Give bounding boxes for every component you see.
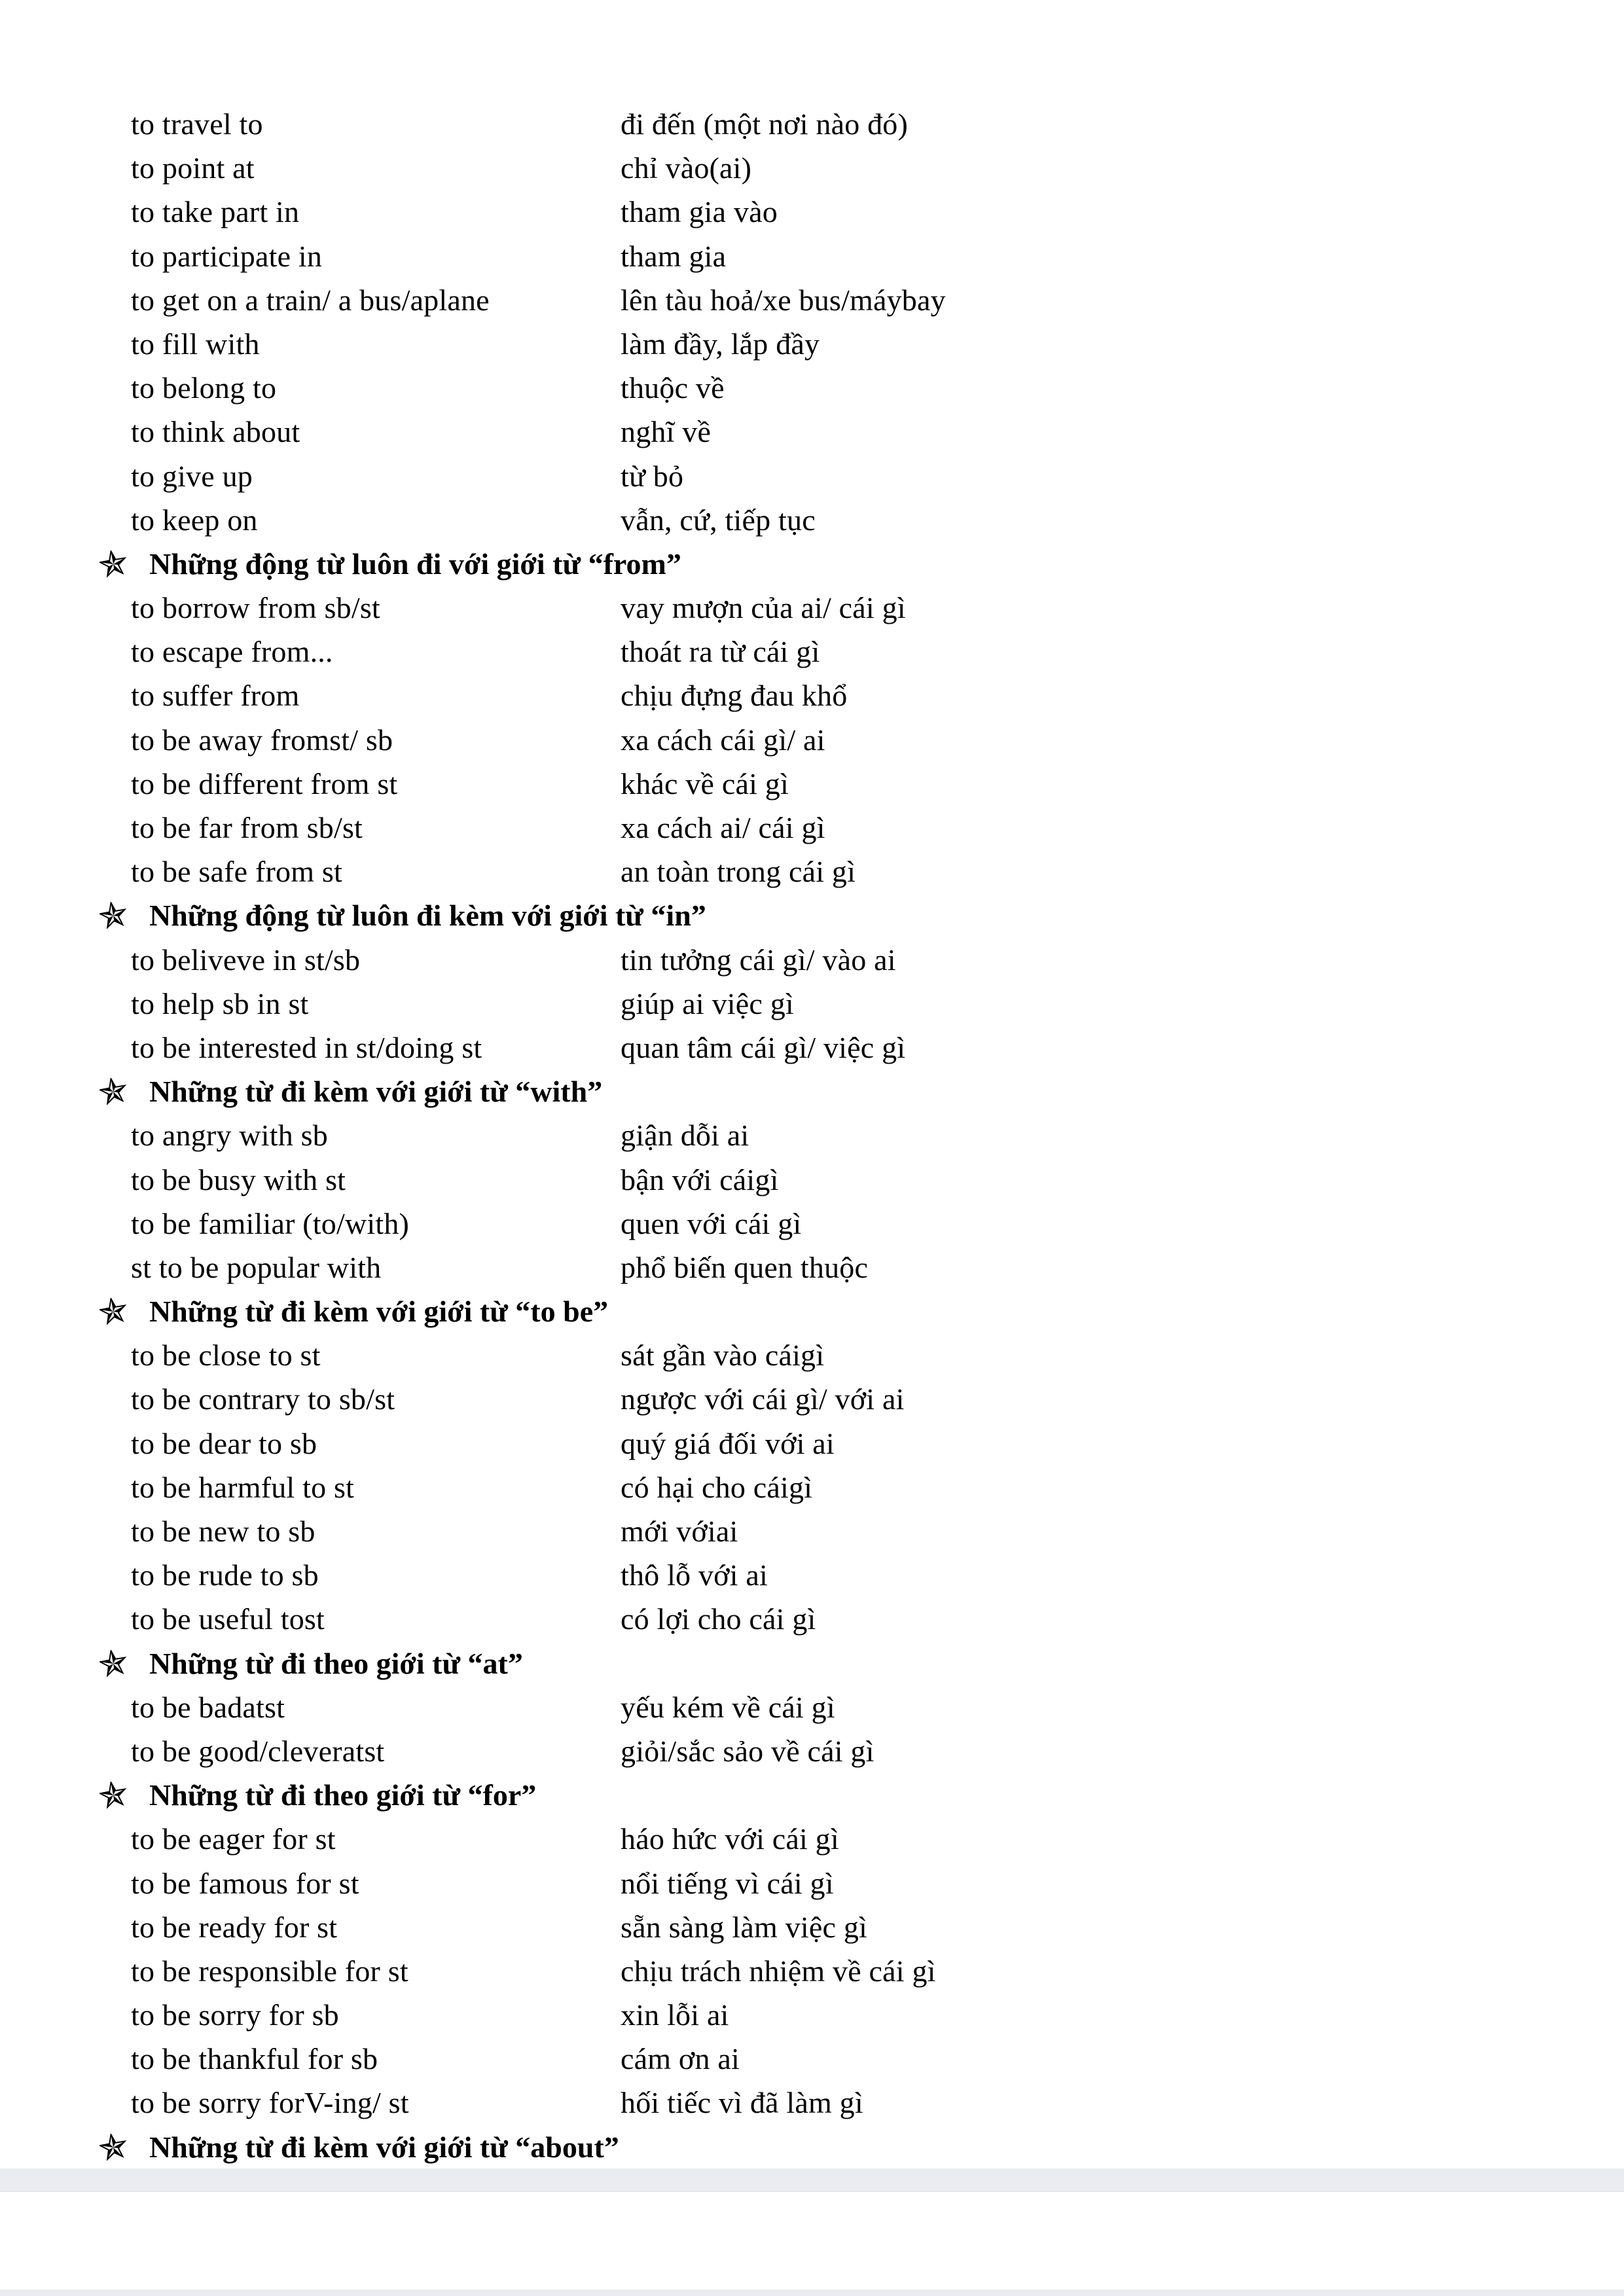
english-phrase: to think about <box>131 415 300 449</box>
english-phrase: to be useful tost <box>131 1602 325 1636</box>
section-header-label: Những từ đi kèm với giới từ “to be” <box>149 1295 609 1329</box>
vietnamese-meaning: chỉ vào(ai) <box>621 151 752 185</box>
section-header-label: Những từ đi theo giới từ “for” <box>149 1778 537 1812</box>
vocab-row <box>0 366 1624 410</box>
vietnamese-meaning: nổi tiếng vì cái gì <box>621 1866 834 1900</box>
english-phrase: to be ready for st <box>131 1910 338 1944</box>
vietnamese-meaning: chịu đựng đau khổ <box>621 679 848 713</box>
english-phrase: to take part in <box>131 195 300 229</box>
english-phrase: to be eager for st <box>131 1822 336 1856</box>
vocab-row <box>0 146 1624 190</box>
document-page <box>0 102 1624 2169</box>
section-header-row <box>0 2125 1624 2169</box>
vocab-row <box>0 1113 1624 1157</box>
vocab-row <box>0 982 1624 1026</box>
vocab-row <box>0 1509 1624 1553</box>
english-phrase: to be sorry for sb <box>131 1998 339 2032</box>
vietnamese-meaning: tham gia vào <box>621 195 778 229</box>
section-header-row <box>0 542 1624 586</box>
english-phrase: to be close to st <box>131 1338 321 1372</box>
english-phrase: to belong to <box>131 371 277 405</box>
english-phrase: to be dear to sb <box>131 1426 317 1460</box>
vocab-row <box>0 1026 1624 1069</box>
vocab-row <box>0 630 1624 673</box>
vocab-row <box>0 1377 1624 1421</box>
vietnamese-meaning: lên tàu hoả/xe bus/máybay <box>621 283 946 317</box>
english-phrase: to fill with <box>131 327 260 361</box>
section-header-row <box>0 1289 1624 1333</box>
vietnamese-meaning: quan tâm cái gì/ việc gì <box>621 1030 906 1064</box>
vocab-row <box>0 1597 1624 1641</box>
vocab-row <box>0 1465 1624 1509</box>
page-gap-bar <box>0 2168 1624 2192</box>
vietnamese-meaning: yếu kém về cái gì <box>621 1690 835 1724</box>
vocab-row <box>0 498 1624 542</box>
vietnamese-meaning: nghĩ về <box>621 415 712 449</box>
english-phrase: to be badatst <box>131 1690 285 1724</box>
vietnamese-meaning: tin tưởng cái gì/ vào ai <box>621 942 896 977</box>
english-phrase: to be sorry forV-ing/ st <box>131 2086 409 2120</box>
english-phrase: to be new to sb <box>131 1515 316 1548</box>
english-phrase: to be far from sb/st <box>131 811 363 844</box>
vietnamese-meaning: thô lỗ với ai <box>621 1558 768 1592</box>
vietnamese-meaning: xa cách ai/ cái gì <box>621 811 825 844</box>
star-bullet-icon <box>99 902 127 929</box>
section-header-label: Những từ đi kèm với giới từ “about” <box>149 2130 619 2164</box>
vietnamese-meaning: an toàn trong cái gì <box>621 855 856 889</box>
english-phrase: to be different from st <box>131 766 398 800</box>
english-phrase: to be away fromst/ sb <box>131 723 393 757</box>
star-bullet-icon <box>99 1650 127 1677</box>
english-phrase: to be harmful to st <box>131 1470 355 1504</box>
vocab-row <box>0 1861 1624 1905</box>
english-phrase: to be contrary to sb/st <box>131 1382 395 1416</box>
section-header-row <box>0 1069 1624 1113</box>
vietnamese-meaning: quý giá đối với ai <box>621 1426 835 1460</box>
vietnamese-meaning: vẫn, cứ, tiếp tục <box>621 503 816 537</box>
english-phrase: to give up <box>131 459 253 493</box>
star-bullet-icon <box>99 1298 127 1325</box>
vietnamese-meaning: phổ biến quen thuộc <box>621 1250 869 1284</box>
vocab-row <box>0 586 1624 630</box>
english-phrase: to be rude to sb <box>131 1558 319 1592</box>
section-header-label: Những từ đi theo giới từ “at” <box>149 1646 523 1680</box>
vocab-row <box>0 1202 1624 1246</box>
star-bullet-icon <box>99 550 127 578</box>
vocab-row <box>0 2037 1624 2081</box>
vietnamese-meaning: xin lỗi ai <box>621 1998 729 2032</box>
vietnamese-meaning: ngược với cái gì/ với ai <box>621 1382 905 1416</box>
vietnamese-meaning: quen với cái gì <box>621 1206 802 1240</box>
vietnamese-meaning: thuộc về <box>621 371 725 405</box>
vietnamese-meaning: sẵn sàng làm việc gì <box>621 1910 868 1944</box>
vietnamese-meaning: mới vớiai <box>621 1515 738 1548</box>
english-phrase: to escape from... <box>131 635 333 669</box>
vocab-row <box>0 1158 1624 1202</box>
section-header-label: Những từ đi kèm với giới từ “with” <box>149 1075 603 1109</box>
english-phrase: to point at <box>131 151 255 185</box>
vocab-row <box>0 762 1624 806</box>
english-phrase: st to be popular with <box>131 1250 382 1284</box>
english-phrase: to keep on <box>131 503 258 537</box>
english-phrase: to suffer from <box>131 679 300 713</box>
vietnamese-meaning: giận dỗi ai <box>621 1119 749 1153</box>
star-bullet-icon <box>99 1782 127 1809</box>
vocab-row <box>0 1553 1624 1597</box>
section-header-label: Những động từ luôn đi với giới từ “from” <box>149 547 681 581</box>
vocab-row <box>0 718 1624 762</box>
vietnamese-meaning: có hại cho cáigì <box>621 1470 813 1504</box>
vocab-row <box>0 2081 1624 2125</box>
vocab-row <box>0 938 1624 982</box>
vietnamese-meaning: chịu trách nhiệm về cái gì <box>621 1954 936 1988</box>
star-bullet-icon <box>99 2134 127 2161</box>
vocab-row <box>0 1993 1624 2037</box>
vietnamese-meaning: hối tiếc vì đã làm gì <box>621 2086 863 2120</box>
english-phrase: to travel to <box>131 107 263 141</box>
english-phrase: to borrow from sb/st <box>131 591 380 625</box>
vocab-row <box>0 850 1624 893</box>
section-header-label: Những động từ luôn đi kèm với giới từ “in” <box>149 899 706 933</box>
english-phrase: to help sb in st <box>131 986 309 1020</box>
vocab-row <box>0 278 1624 322</box>
vocab-row <box>0 1333 1624 1377</box>
vocab-row <box>0 454 1624 498</box>
vietnamese-meaning: thoát ra từ cái gì <box>621 635 820 669</box>
vietnamese-meaning: từ bỏ <box>621 459 684 493</box>
section-header-row <box>0 1773 1624 1817</box>
english-phrase: to be thankful for sb <box>131 2042 378 2076</box>
vocab-row <box>0 1729 1624 1773</box>
vietnamese-meaning: giúp ai việc gì <box>621 986 794 1020</box>
english-phrase: to be familiar (to/with) <box>131 1206 410 1240</box>
vietnamese-meaning: xa cách cái gì/ ai <box>621 723 825 757</box>
vocab-row <box>0 102 1624 146</box>
english-phrase: to be interested in st/doing st <box>131 1030 482 1064</box>
vocab-row <box>0 190 1624 234</box>
english-phrase: to be responsible for st <box>131 1954 408 1988</box>
vietnamese-meaning: vay mượn của ai/ cái gì <box>621 591 906 625</box>
vocab-row <box>0 1817 1624 1861</box>
vietnamese-meaning: sát gần vào cáigì <box>621 1338 825 1372</box>
vietnamese-meaning: khác về cái gì <box>621 766 789 800</box>
vocab-row <box>0 1905 1624 1949</box>
vietnamese-meaning: háo hức với cái gì <box>621 1822 839 1856</box>
english-phrase: to be busy with st <box>131 1162 346 1196</box>
vietnamese-meaning: tham gia <box>621 239 727 273</box>
vocab-row <box>0 806 1624 850</box>
vocab-row <box>0 234 1624 278</box>
vocab-row <box>0 1685 1624 1729</box>
vocab-row <box>0 322 1624 366</box>
section-header-row <box>0 893 1624 937</box>
vocab-row <box>0 1949 1624 1993</box>
english-phrase: to be famous for st <box>131 1866 359 1900</box>
vietnamese-meaning: giỏi/sắc sảo về cái gì <box>621 1734 875 1768</box>
star-bullet-icon <box>99 1078 127 1105</box>
english-phrase: to be good/cleveratst <box>131 1734 385 1768</box>
vietnamese-meaning: bận với cáigì <box>621 1162 779 1196</box>
english-phrase: to get on a train/ a bus/aplane <box>131 283 490 317</box>
english-phrase: to angry with sb <box>131 1119 328 1153</box>
section-header-row <box>0 1641 1624 1685</box>
vietnamese-meaning: làm đầy, lắp đầy <box>621 327 820 361</box>
vocab-row <box>0 1422 1624 1465</box>
vocab-row <box>0 673 1624 717</box>
vietnamese-meaning: cám ơn ai <box>621 2042 740 2076</box>
english-phrase: to participate in <box>131 239 323 273</box>
page-gap-bar <box>0 2289 1624 2296</box>
vietnamese-meaning: đi đến (một nơi nào đó) <box>621 107 909 141</box>
english-phrase: to be safe from st <box>131 855 342 889</box>
english-phrase: to beliveve in st/sb <box>131 942 361 977</box>
vocab-row <box>0 1246 1624 1289</box>
vocab-row <box>0 410 1624 454</box>
vietnamese-meaning: có lợi cho cái gì <box>621 1602 816 1636</box>
